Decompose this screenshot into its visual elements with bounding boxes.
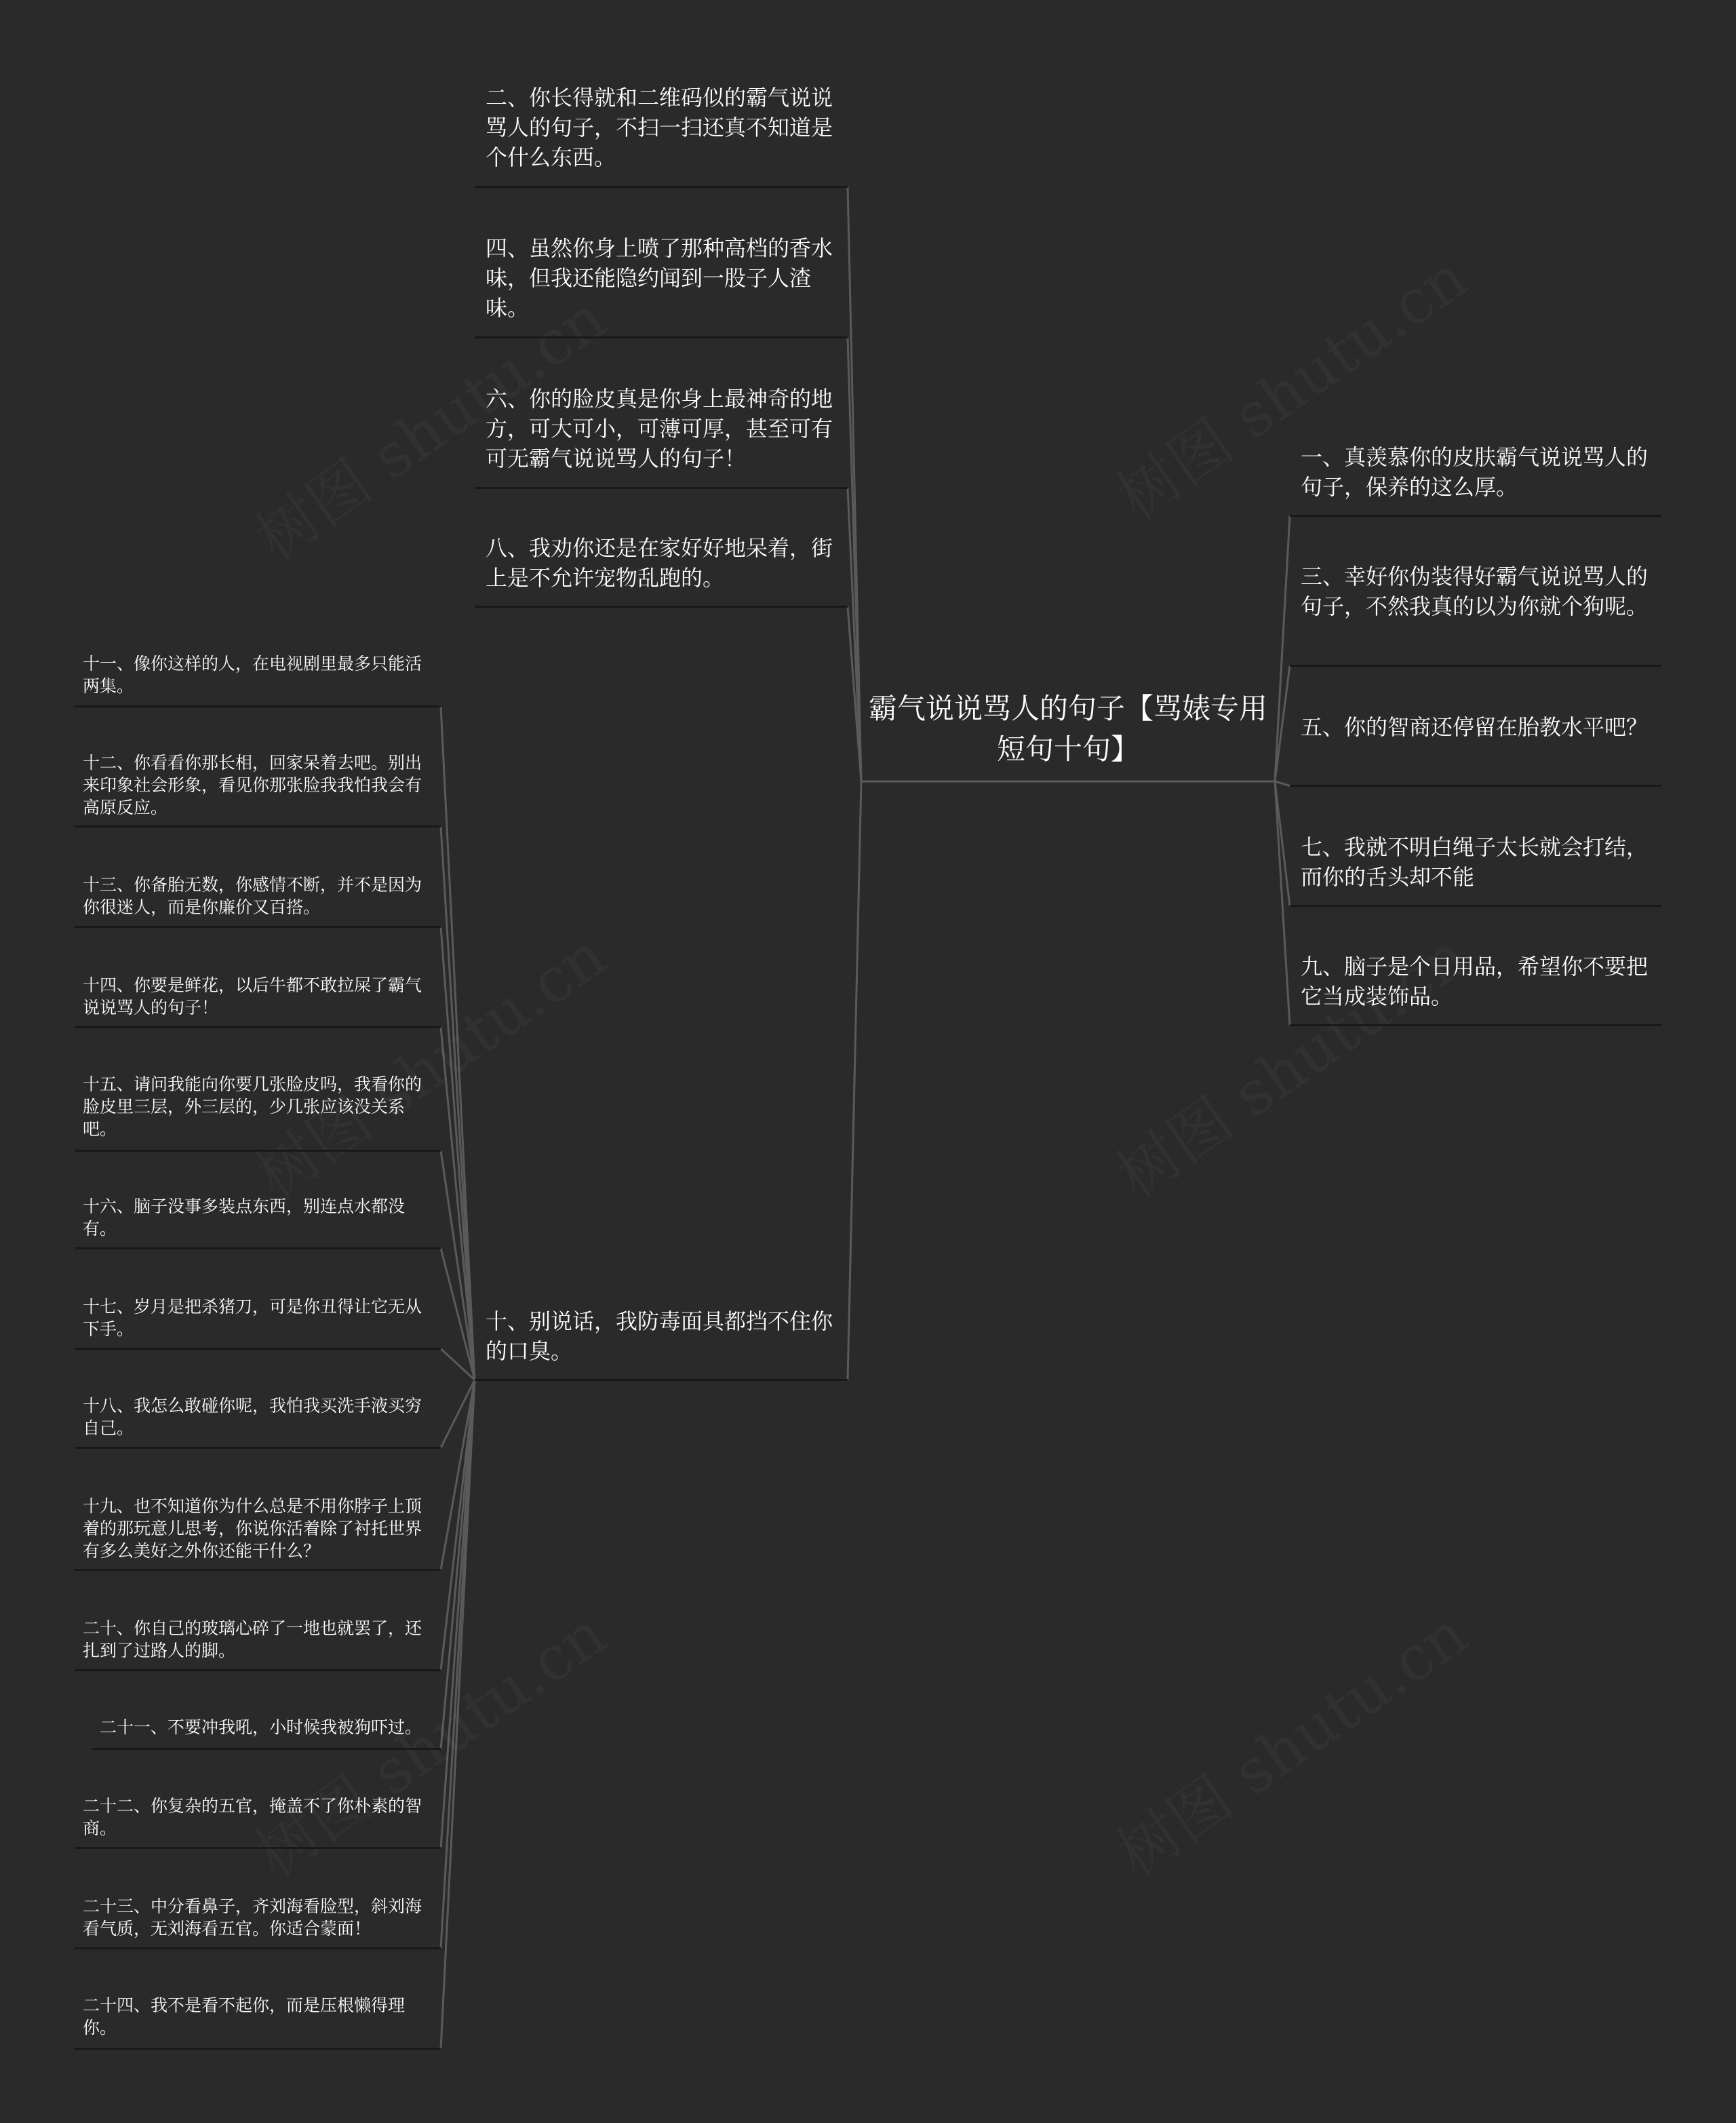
connector-mid-4 [848, 781, 861, 1380]
leaf-label: 十七、岁月是把杀猪刀，可是你丑得让它无从下手。 [83, 1297, 422, 1339]
branch-node-9[interactable] [1290, 952, 1661, 1026]
leaf-node-15[interactable] [75, 1073, 441, 1152]
connector-left-6 [441, 1349, 475, 1380]
branch-node-3[interactable] [1290, 562, 1661, 667]
leaf-node-21[interactable] [92, 1716, 441, 1750]
branch-node-8[interactable] [475, 533, 848, 608]
branch-node-10[interactable] [475, 1306, 848, 1381]
leaf-node-19[interactable] [75, 1495, 441, 1571]
branch-label: 九、脑子是个日用品，希望你不要把它当成装饰品。 [1301, 954, 1649, 1009]
leaf-node-18[interactable] [75, 1395, 441, 1449]
leaf-label: 二十四、我不是看不起你，而是压根懒得理你。 [83, 1995, 406, 2038]
leaf-label: 十三、你备胎无数，你感情不断，并不是因为你很迷人，而是你廉价又百搭。 [83, 875, 422, 917]
leaf-node-17[interactable] [75, 1296, 441, 1350]
branch-node-7[interactable] [1290, 832, 1661, 907]
connector-mid-1 [848, 338, 861, 782]
connector-right-4 [1275, 781, 1290, 1026]
branch-node-6[interactable] [475, 384, 848, 489]
branch-label: 四、虽然你身上喷了那种高档的香水味，但我还能隐约闻到一股子人渣味。 [486, 235, 833, 321]
branch-label: 二、你长得就和二维码似的霸气说说骂人的句子，不扫一扫还真不知道是个什么东西。 [486, 85, 833, 170]
leaf-node-12[interactable] [75, 752, 441, 827]
branch-node-5[interactable] [1290, 712, 1661, 787]
leaf-label: 十九、也不知道你为什么总是不用你脖子上顶着的那玩意儿思考，你说你活着除了衬托世界有多么美好之外你还能干什么？ [83, 1496, 422, 1561]
leaf-label: 二十三、中分看鼻子，齐刘海看脸型，斜刘海看气质，无刘海看五官。你适合蒙面！ [83, 1896, 422, 1939]
leaf-node-22[interactable] [75, 1795, 441, 1849]
branch-label: 六、你的脸皮真是你身上最神奇的地方，可大可小，可薄可厚，甚至可有可无霸气说说骂人的句子！ [486, 386, 833, 471]
branch-label: 一、真羡慕你的皮肤霸气说说骂人的句子，保养的这么厚。 [1301, 444, 1649, 500]
leaf-label: 二十一、不要冲我吼，小时候我被狗吓过。 [100, 1717, 422, 1737]
branch-label: 八、我劝你还是在家好好地呆着，街上是不允许宠物乱跑的。 [486, 535, 833, 591]
leaf-node-23[interactable] [75, 1895, 441, 1949]
central-topic-label: 霸气说说骂人的句子【骂婊专用短句十句】 [868, 692, 1267, 766]
leaf-label: 十四、你要是鲜花，以后牛都不敢拉屎了霸气说说骂人的句子！ [83, 975, 422, 1017]
leaf-node-13[interactable] [75, 874, 441, 928]
leaf-node-20[interactable] [75, 1617, 441, 1671]
branch-label: 十、别说话，我防毒面具都挡不住你的口臭。 [486, 1308, 833, 1364]
leaf-label: 十八、我怎么敢碰你呢，我怕我买洗手液买穷自己。 [83, 1396, 422, 1438]
branch-node-1[interactable] [1290, 442, 1661, 517]
branch-label: 五、你的智商还停留在胎教水平吧？ [1301, 714, 1649, 740]
connector-right-0 [1275, 516, 1290, 782]
connector-right-2 [1275, 781, 1290, 786]
leaf-label: 十六、脑子没事多装点东西，别连点水都没有。 [83, 1196, 406, 1239]
branch-label: 三、幸好你伪装得好霸气说说骂人的句子，不然我真的以为你就个狗呢。 [1301, 564, 1649, 619]
leaf-label: 十五、请问我能向你要几张脸皮吗，我看你的脸皮里三层，外三层的，少几张应该没关系吧。 [83, 1074, 422, 1139]
connector-left-1 [441, 827, 475, 1380]
leaf-label: 十二、你看看你那长相，回家呆着去吧。别出来印象社会形象，看见你那张脸我我怕我会有高原反应。 [83, 753, 422, 817]
leaf-label: 二十二、你复杂的五官，掩盖不了你朴素的智商。 [83, 1796, 422, 1838]
leaf-label: 十一、像你这样的人，在电视剧里最多只能活两集。 [83, 654, 422, 696]
central-topic[interactable] [865, 678, 1271, 780]
branch-node-2[interactable] [475, 83, 848, 188]
leaf-node-16[interactable] [75, 1195, 441, 1249]
branch-node-4[interactable] [475, 233, 848, 338]
leaf-node-24[interactable] [75, 1994, 441, 2050]
branch-label: 七、我就不明白绳子太长就会打结，而你的舌头却不能 [1301, 834, 1649, 890]
leaf-label: 二十、你自己的玻璃心碎了一地也就罢了，还扎到了过路人的脚。 [83, 1618, 422, 1660]
leaf-node-14[interactable] [75, 974, 441, 1028]
leaf-node-11[interactable] [75, 653, 441, 707]
